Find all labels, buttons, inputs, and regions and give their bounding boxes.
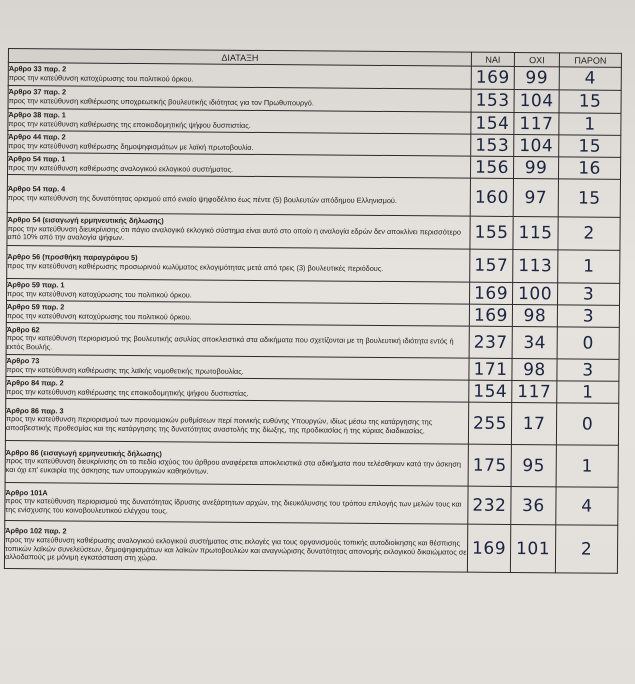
vote-yes-cell: 155 <box>470 216 513 249</box>
article-text: προς την κατεύθυνση καθιέρωσης της εποικοδομητικής ψήφου δυσπιστίας. <box>6 386 249 398</box>
vote-no-cell: 17 <box>511 402 556 444</box>
article-text: προς την κατεύθυνση περιορισμού των προνομιακών ρυθμίσεων περί ποινικής ευθύνης Υπουργών, ιδίως μέσω της κατάργησης της αποσβεστικής προθεσμίας και της κατάργησης της δυνατότητας αναστολής της δίωξης, της προδικασίας ή της κύριας διαδικασίας. <box>5 414 433 436</box>
provision-cell <box>7 175 470 217</box>
vote-table <box>4 48 622 574</box>
article-title: Άρθρο 101Α <box>5 487 48 497</box>
article-title: Άρθρο 86 παρ. 3 <box>6 405 64 416</box>
article-text: προς την κατεύθυνση κατοχύρωσης του πολιτικού όρκου. <box>7 288 192 299</box>
vote-yes-cell: 153 <box>471 134 514 156</box>
vote-no-cell: 97 <box>513 178 558 216</box>
vote-yes-cell: 232 <box>468 486 511 524</box>
article-title: Άρθρο 86 (εισαγωγή ερμηνευτικής δήλωσης) <box>5 447 162 458</box>
vote-yes-cell: 157 <box>470 249 513 282</box>
vote-present-cell: 15 <box>559 90 621 113</box>
vote-no-cell: 115 <box>513 216 558 249</box>
article-title: Άρθρο 84 παρ. 2 <box>6 377 64 388</box>
vote-present-cell: 16 <box>558 157 620 179</box>
article-text: προς την κατεύθυνση διευκρίνισης ότι πάγιο αναλογικό εκλογικό σύστημα είναι αυτό στο οποίο η αναλογία εδρών δεν αποκλίνει περισσότερο από 10% από την αναλογία ψήφων. <box>7 223 462 243</box>
vote-present-cell: 3 <box>557 305 619 327</box>
vote-yes-cell: 169 <box>469 304 512 326</box>
header-present: ΠΑΡΟΝ <box>559 53 621 67</box>
article-text: προς την κατεύθυνση καθιέρωσης αναλογικού εκλογικού συστήματος. <box>8 162 234 174</box>
vote-no-cell: 104 <box>514 89 559 112</box>
vote-yes-cell: 237 <box>469 326 512 358</box>
vote-no-cell: 100 <box>513 282 558 304</box>
article-title: Άρθρο 54 (εισαγωγή ερμηνευτικής δήλωσης) <box>7 215 164 226</box>
provision-cell <box>6 322 469 358</box>
article-title: Άρθρο 73 <box>6 355 40 366</box>
article-text: προς την κατεύθυνση περιορισμού της δυνατότητας ίδρυσης ανεξάρτητων αρχών, της διευκόλυνσης του τρόπου επιλογής των μελών τους και της ενίσχυσης του κοινοβουλευτικού ελέγχου τους. <box>5 496 462 516</box>
vote-yes-cell: 154 <box>469 380 512 402</box>
vote-yes-cell: 169 <box>467 524 510 572</box>
table-row <box>7 245 620 283</box>
provision-cell <box>5 398 468 444</box>
vote-present-cell: 2 <box>555 525 617 573</box>
table-row <box>5 440 618 487</box>
vote-yes-cell: 169 <box>470 282 513 304</box>
vote-present-cell: 1 <box>556 445 618 487</box>
vote-present-cell: 1 <box>559 113 621 135</box>
vote-yes-cell: 156 <box>470 156 513 178</box>
article-title: Άρθρο 59 παρ. 1 <box>7 279 65 290</box>
vote-no-cell: 95 <box>511 444 556 486</box>
article-title: Άρθρο 44 παρ. 2 <box>8 131 66 142</box>
vote-no-cell: 117 <box>512 380 557 402</box>
article-title: Άρθρο 59 παρ. 2 <box>6 301 65 312</box>
vote-yes-cell: 175 <box>468 444 511 486</box>
vote-present-cell: 0 <box>556 403 618 445</box>
table-row <box>5 398 618 445</box>
vote-present-cell: 1 <box>558 250 620 283</box>
vote-yes-cell: 160 <box>470 178 513 216</box>
article-text: προς την κατεύθυνση κατοχύρωσης του πολιτικού όρκου. <box>8 73 194 84</box>
table-row <box>7 175 620 218</box>
article-text: προς την κατεύθυνση περιορισμού της βουλευτικής ασυλίας αποκλειστικά στα αδικήματα που σχετίζονται με τη βουλευτική ιδιότητα εντός ή εκτός Βουλής. <box>6 333 454 352</box>
vote-no-cell: 99 <box>514 66 559 89</box>
article-text: προς την κατεύθυνση καθιέρωσης της λαϊκής νομοθετικής πρωτοβουλίας. <box>6 364 244 376</box>
vote-present-cell: 15 <box>559 135 621 157</box>
vote-rows <box>4 63 621 574</box>
vote-no-cell: 99 <box>513 156 558 178</box>
vote-present-cell: 3 <box>557 359 619 381</box>
article-title: Άρθρο 33 παρ. 2 <box>8 64 67 74</box>
vote-no-cell: 113 <box>513 249 558 282</box>
article-title: Άρθρο 102 παρ. 2 <box>5 526 67 536</box>
vote-present-cell: 3 <box>557 283 619 305</box>
article-text: προς την κατεύθυνση καθιέρωσης δημοψηφισμάτων με λαϊκή πρωτοβουλία. <box>8 140 254 152</box>
article-title: Άρθρο 62 <box>6 324 40 334</box>
vote-no-cell: 117 <box>514 112 559 134</box>
vote-yes-cell: 255 <box>468 402 511 444</box>
provision-cell <box>4 520 467 572</box>
provision-cell <box>7 212 470 249</box>
vote-present-cell: 0 <box>557 327 619 359</box>
article-title: Άρθρο 54 παρ. 1 <box>8 153 66 164</box>
header-provision: ΔΙΑΤΑΞΗ <box>8 49 471 67</box>
vote-no-cell: 34 <box>512 326 557 358</box>
table-row <box>7 212 620 250</box>
article-text: προς την κατεύθυνση της δυνατότητας ορισμού από ενιαίο ψηφοδέλτιο έως πέντε (5) βουλευτών απόδημου Ελληνισμού. <box>7 192 397 205</box>
provision-cell <box>7 245 470 282</box>
vote-no-cell: 104 <box>514 134 559 156</box>
vote-present-cell: 4 <box>559 67 621 90</box>
vote-present-cell: 2 <box>558 217 620 250</box>
article-title: Άρθρο 37 παρ. 2 <box>8 87 67 97</box>
table-row <box>4 520 617 573</box>
provision-cell <box>5 440 468 486</box>
vote-yes-cell: 169 <box>471 66 514 89</box>
article-title: Άρθρο 56 (προσθήκη παραγράφου 5) <box>7 252 138 263</box>
vote-no-cell: 98 <box>512 304 557 326</box>
table-row <box>5 482 618 525</box>
vote-no-cell: 101 <box>510 524 555 572</box>
article-text: προς την κατεύθυνση διευκρίνισης ότι το πεδίο ισχύος του άρθρου αναφέρεται αποκλειστικά στα αδικήματα που τελέσθηκαν κατά την άσκηση και όχι επ' ευκαιρία της άσκησης των υπουργικών καθηκόντων. <box>5 456 461 476</box>
vote-yes-cell: 171 <box>469 358 512 380</box>
vote-no-cell: 98 <box>512 358 557 380</box>
article-text: προς την κατεύθυνση κατοχύρωσης του πολιτικού όρκου. <box>6 310 192 321</box>
vote-yes-cell: 154 <box>471 112 514 134</box>
vote-present-cell: 1 <box>557 381 619 403</box>
vote-present-cell: 15 <box>558 179 620 217</box>
article-title: Άρθρο 54 παρ. 4 <box>7 183 66 194</box>
article-text: προς την κατεύθυνση καθιέρωσης της εποικοδομητικής ψήφου δυσπιστίας. <box>8 118 251 130</box>
article-text: προς την κατεύθυνση καθιέρωσης υποχρεωτικής βουλευτικής ιδιότητας για τον Πρωθυπουργό. <box>8 96 314 108</box>
vote-no-cell: 36 <box>511 486 556 524</box>
article-text: προς την κατεύθυνση καθιέρωσης αναλογικού εκλογικού συστήματος στις εκλογές για τους οργανισμούς τοπικής αυτοδιοίκησης και θέσπισης τοπικών λαϊκών συνελεύσεων, δημοψηφισμάτων και λαϊκών πρωτοβουλιών και αναγνώρισης δυνατότητας απονομής εκλογικού δικαιώματος σε αλλοδαπούς με μόνιμη εγκατάσταση στη χώρα. <box>4 534 467 563</box>
header-no: ΟΧΙ <box>514 52 559 66</box>
header-yes: ΝΑΙ <box>471 52 514 66</box>
article-text: προς την κατεύθυνση καθιέρωσης προσωρινού κωλύματος εκλογιμότητας μετά από τρεις (3) βουλευτικές περιόδους. <box>7 261 384 273</box>
vote-present-cell: 4 <box>556 487 618 525</box>
provision-cell <box>5 482 468 524</box>
table-row <box>6 322 619 359</box>
vote-yes-cell: 153 <box>471 89 514 112</box>
article-title: Άρθρο 38 παρ. 1 <box>8 109 66 120</box>
